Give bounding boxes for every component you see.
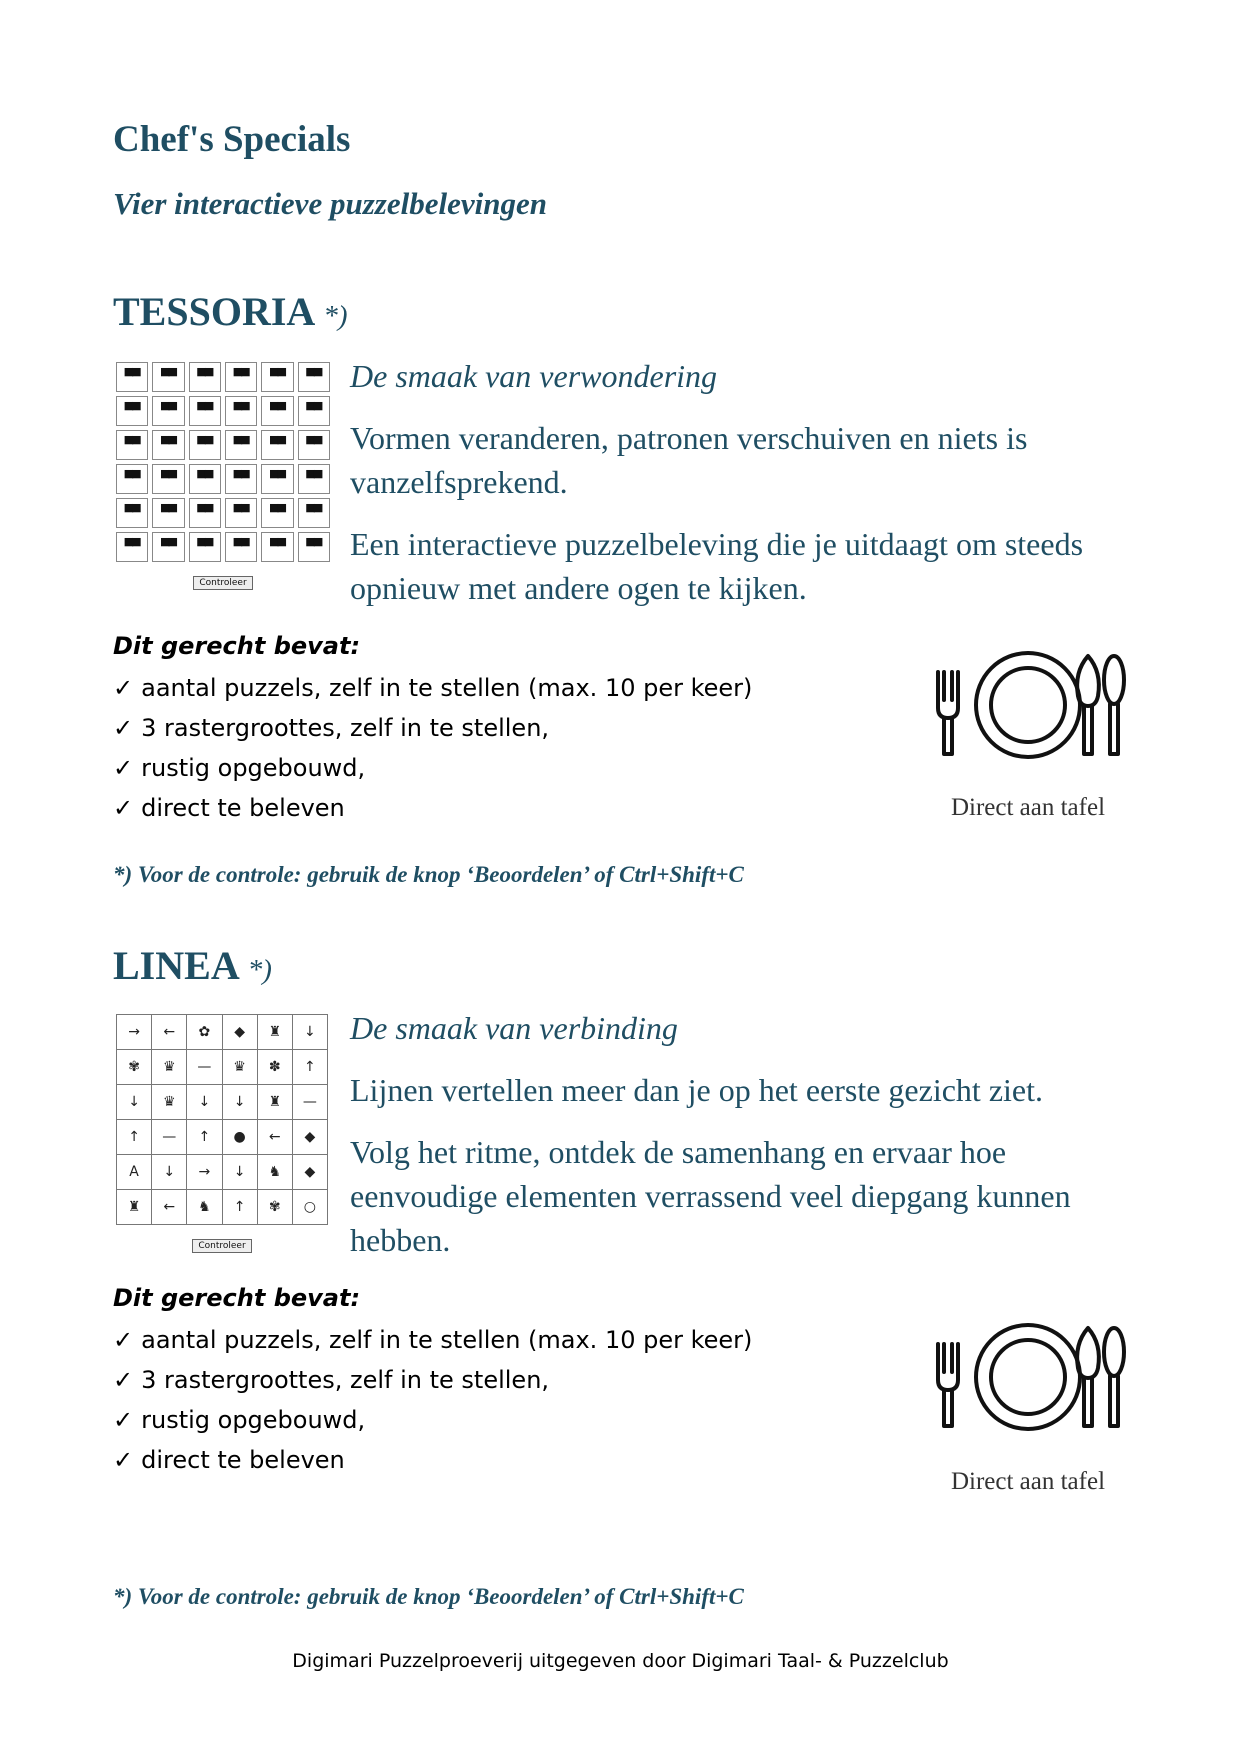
section-paragraph: Lijnen vertellen meer dan je op het eerste gezicht ziet. [350,1072,1043,1108]
list-item: ✓ 3 rastergroottes, zelf in te stellen, [113,714,550,742]
puzzle-cell: ▀▀ [298,362,330,392]
puzzle-cell: ♜ [258,1085,293,1120]
list-item: ✓ rustig opgebouwd, [113,754,366,782]
puzzle-cell: ▀▀ [298,532,330,562]
check-icon: ✓ [113,1446,134,1474]
puzzle-cell: ← [258,1120,293,1155]
puzzle-cell: ▀▀ [116,430,148,460]
puzzle-cell: ▀▀ [152,396,184,426]
check-icon: ✓ [113,674,134,702]
puzzle-cell: ● [223,1120,258,1155]
puzzle-cell: ◆ [293,1155,328,1190]
linea-puzzle-grid [116,1014,328,1225]
puzzle-cell: ▀▀ [261,396,293,426]
page-subtitle: Vier interactieve puzzelbelevingen [113,186,547,221]
check-icon: ✓ [113,794,134,822]
list-item: ✓ 3 rastergroottes, zelf in te stellen, [113,1366,550,1394]
section-name: LINEA [113,943,240,988]
puzzle-cell: ▀▀ [298,498,330,528]
list-item: ✓ direct te beleven [113,1446,345,1474]
puzzle-cell: — [187,1050,222,1085]
puzzle-cell: ↓ [117,1085,152,1120]
puzzle-cell: ♜ [117,1190,152,1225]
puzzle-cell: → [117,1015,152,1050]
puzzle-cell: ▀▀ [116,362,148,392]
section-paragraph: Vormen veranderen, patronen verschuiven en niets is vanzelfsprekend. [350,420,1028,500]
puzzle-cell: ▀▀ [225,532,257,562]
puzzle-cell: ↓ [187,1085,222,1120]
puzzle-cell: ↑ [293,1050,328,1085]
contains-title: Dit gerecht bevat: [113,632,361,660]
puzzle-cell: ▀▀ [189,362,221,392]
puzzle-cell: ↓ [152,1155,187,1190]
puzzle-cell: — [293,1085,328,1120]
section-paragraph: Een interactieve puzzelbeleving die je uitdaagt om steeds opnieuw met andere ogen te kijken. [350,526,1084,606]
puzzle-cell: ▀▀ [152,362,184,392]
check-button-thumbnail: Controleer [193,576,252,590]
puzzle-cell: ▀▀ [298,430,330,460]
puzzle-cell: ♛ [152,1050,187,1085]
puzzle-cell: ← [152,1015,187,1050]
puzzle-cell: ✿ [187,1015,222,1050]
plate-cutlery-icon [928,650,1128,760]
puzzle-cell: ▀▀ [225,430,257,460]
puzzle-cell: ▀▀ [116,498,148,528]
footnote: *) Voor de controle: gebruik de knop ‘Beoordelen’ of Ctrl+Shift+C [113,862,744,887]
check-icon: ✓ [113,714,134,742]
list-item: ✓ rustig opgebouwd, [113,1406,366,1434]
puzzle-cell: ▀▀ [261,362,293,392]
puzzle-cell: ↓ [223,1155,258,1190]
puzzle-cell: ♛ [223,1050,258,1085]
puzzle-cell: ↓ [223,1085,258,1120]
footnote-marker: *) [323,300,348,332]
puzzle-cell: → [187,1155,222,1190]
check-icon: ✓ [113,1366,134,1394]
puzzle-cell: ▀▀ [189,430,221,460]
puzzle-cell: ♞ [187,1190,222,1225]
puzzle-cell: ▀▀ [261,532,293,562]
icon-label: Direct aan tafel [950,794,1106,821]
tessoria-thumbnail [116,362,330,598]
contains-list [113,1320,752,1480]
puzzle-cell: ▀▀ [189,396,221,426]
puzzle-cell: ▀▀ [152,498,184,528]
list-item: ✓ direct te beleven [113,794,345,822]
puzzle-cell: ▀▀ [225,498,257,528]
puzzle-cell: ▀▀ [152,532,184,562]
puzzle-cell: ✾ [258,1190,293,1225]
puzzle-cell: ▀▀ [189,498,221,528]
tessoria-puzzle-grid [116,362,330,562]
puzzle-cell: ▀▀ [298,396,330,426]
puzzle-cell: ✽ [258,1050,293,1085]
check-icon: ✓ [113,1406,134,1434]
puzzle-cell: ↑ [223,1190,258,1225]
puzzle-cell: ▀▀ [225,396,257,426]
page-footer: Digimari Puzzelproeverij uitgegeven door Digimari Taal- & Puzzelclub [292,1650,949,1672]
puzzle-cell: ▀▀ [261,430,293,460]
puzzle-cell: ✾ [117,1050,152,1085]
puzzle-cell: ◆ [223,1015,258,1050]
section-name: TESSORIA [113,289,316,334]
section-paragraph: Volg het ritme, ontdek de samenhang en ervaar hoe eenvoudige elementen verrassend veel diepgang kunnen hebben. [350,1134,1071,1258]
puzzle-cell: ▀▀ [298,464,330,494]
puzzle-cell: ▀▀ [225,362,257,392]
section-title-linea [113,942,272,989]
check-icon: ✓ [113,754,134,782]
puzzle-cell: ▀▀ [261,498,293,528]
list-item: ✓ aantal puzzels, zelf in te stellen (max. 10 per keer) [113,674,753,702]
puzzle-cell: ← [152,1190,187,1225]
check-icon: ✓ [113,1326,134,1354]
check-button-thumbnail: Controleer [192,1239,251,1253]
puzzle-cell: ↓ [293,1015,328,1050]
list-item: ✓ aantal puzzels, zelf in te stellen (max. 10 per keer) [113,1326,753,1354]
puzzle-cell: ◆ [293,1120,328,1155]
contains-list [113,668,752,828]
puzzle-cell: ▀▀ [152,430,184,460]
plate-cutlery-icon [928,1322,1128,1432]
contains-title: Dit gerecht bevat: [113,1284,361,1312]
puzzle-cell: ▀▀ [116,396,148,426]
puzzle-cell: ▀▀ [116,464,148,494]
puzzle-cell: — [152,1120,187,1155]
puzzle-cell: A [117,1155,152,1190]
footnote: *) Voor de controle: gebruik de knop ‘Beoordelen’ of Ctrl+Shift+C [113,1584,744,1609]
puzzle-cell: ♛ [152,1085,187,1120]
linea-thumbnail [116,1014,328,1254]
section-tagline: De smaak van verwondering [350,358,718,394]
icon-label: Direct aan tafel [950,1468,1106,1495]
puzzle-cell: ▀▀ [152,464,184,494]
section-tagline: De smaak van verbinding [350,1010,678,1046]
puzzle-cell: ○ [293,1190,328,1225]
puzzle-cell: ♞ [258,1155,293,1190]
puzzle-cell: ▀▀ [189,464,221,494]
puzzle-cell: ▀▀ [225,464,257,494]
puzzle-cell: ▀▀ [116,532,148,562]
puzzle-cell: ♜ [258,1015,293,1050]
section-title-tessoria [113,288,347,335]
footnote-marker: *) [247,954,272,986]
puzzle-cell: ▀▀ [261,464,293,494]
puzzle-cell: ▀▀ [189,532,221,562]
puzzle-cell: ↑ [187,1120,222,1155]
page-title: Chef's Specials [113,119,351,160]
puzzle-cell: ↑ [117,1120,152,1155]
